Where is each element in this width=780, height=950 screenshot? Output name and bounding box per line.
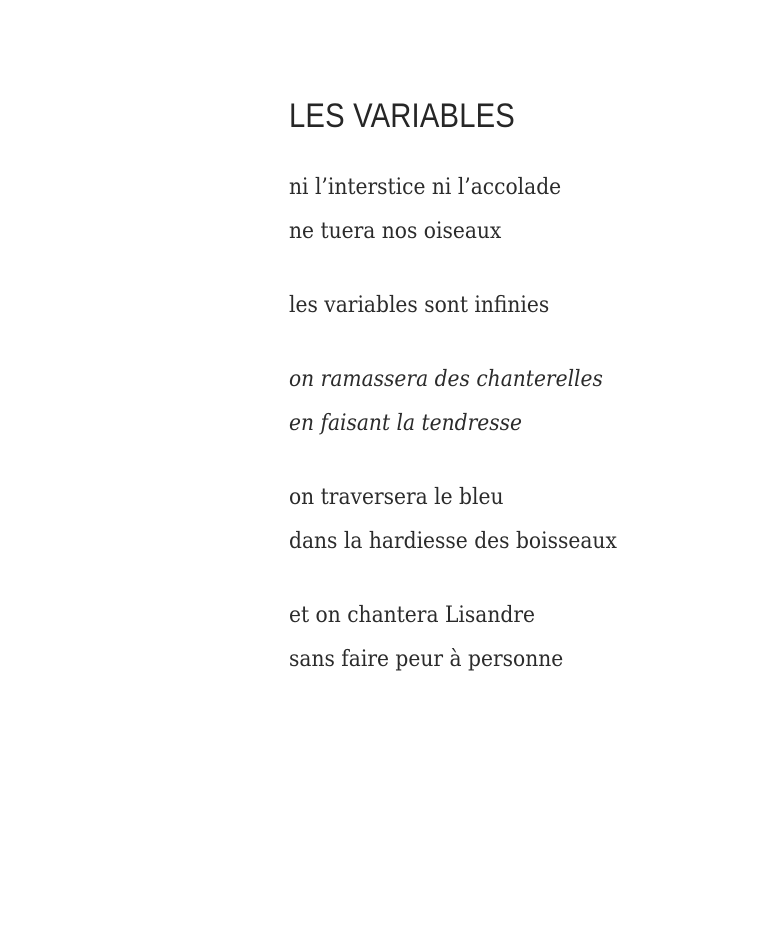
- poem: [289, 92, 759, 712]
- poem-title: LES VARIABLES: [289, 97, 515, 135]
- stanza: [289, 594, 759, 682]
- verse-line: on ramassera des chanterelles: [289, 367, 603, 392]
- stanza-italic: [289, 358, 759, 446]
- verse-line: les variables sont infinies: [289, 293, 550, 318]
- verse-line: ne tuera nos oiseaux: [289, 219, 502, 244]
- stanza: [289, 166, 759, 254]
- stanza: [289, 284, 759, 328]
- verse-line: et on chantera Lisandre: [289, 603, 535, 628]
- verse-line: dans la hardiesse des boisseaux: [289, 529, 617, 554]
- stanza: [289, 476, 759, 564]
- verse-line: en faisant la tendresse: [289, 411, 523, 436]
- verse-line: sans faire peur à personne: [289, 647, 564, 672]
- verse-line: on traversera le bleu: [289, 485, 504, 510]
- verse-line: ni l’interstice ni l’accolade: [289, 175, 562, 200]
